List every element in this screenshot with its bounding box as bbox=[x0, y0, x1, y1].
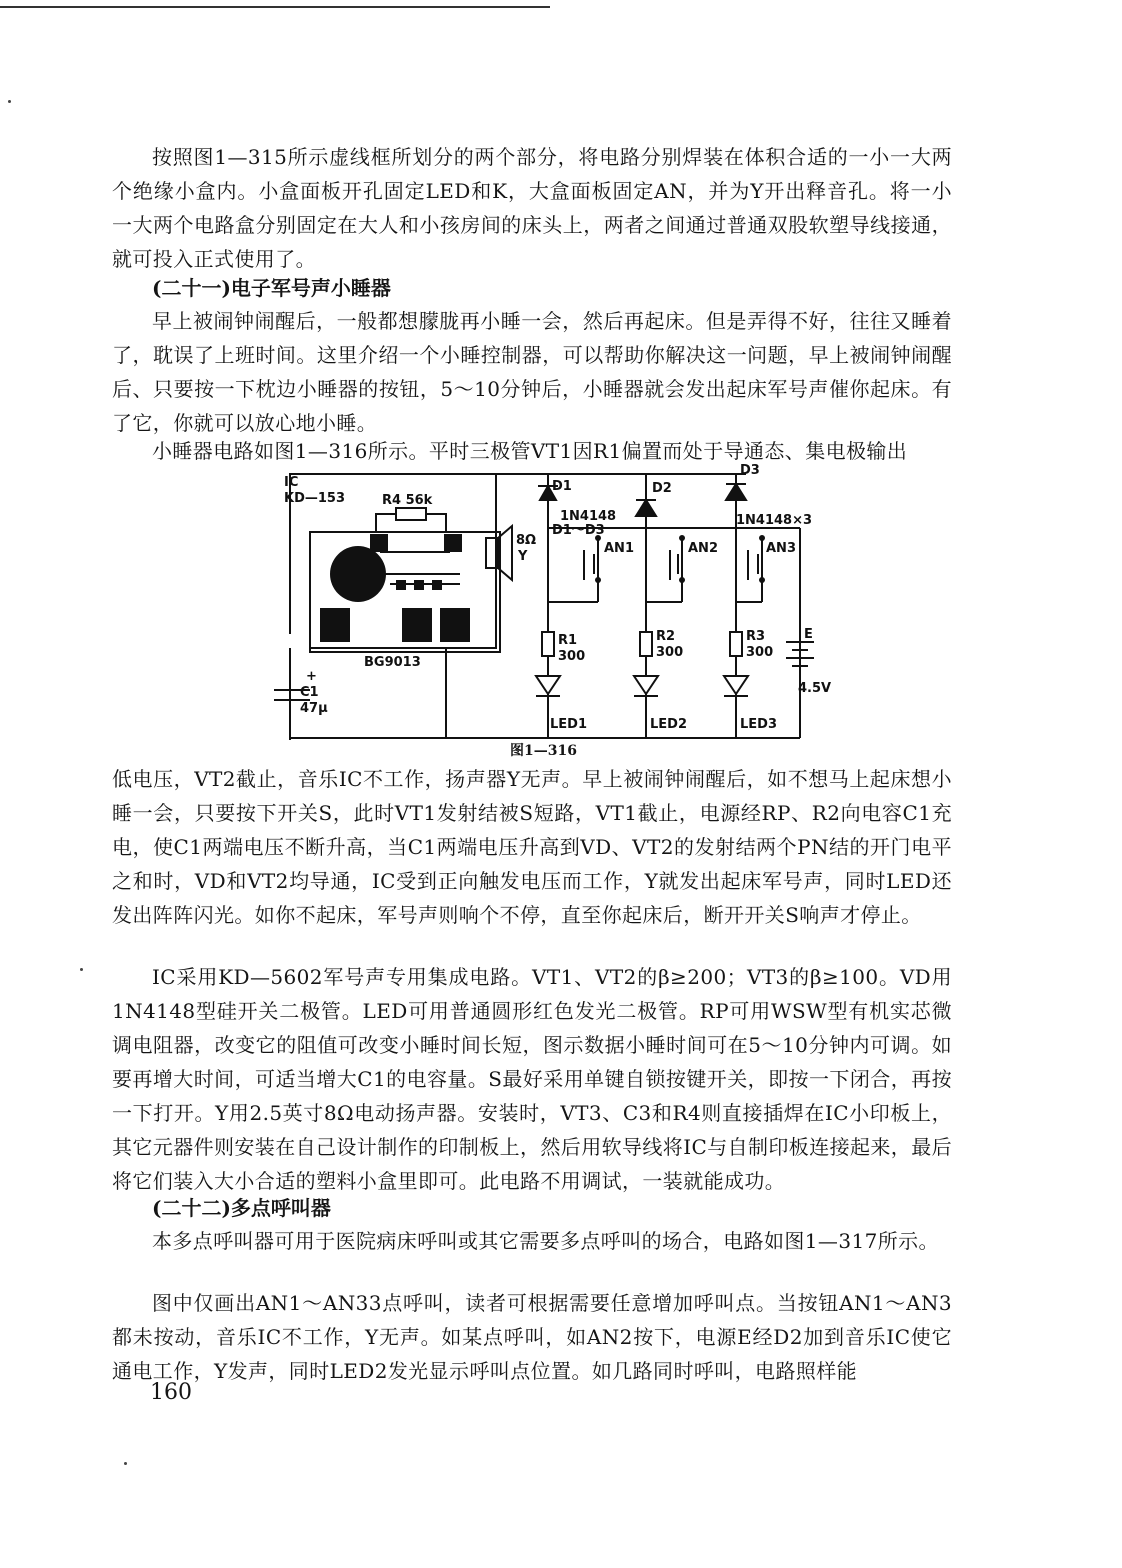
label-led3: LED3 bbox=[740, 717, 778, 732]
label-transistor: BG9013 bbox=[364, 655, 421, 670]
label-diode-range: D1～D3 bbox=[552, 523, 605, 538]
scan-speck bbox=[124, 1462, 127, 1465]
scan-speck bbox=[8, 100, 11, 103]
label-d3: D3 bbox=[740, 463, 760, 478]
paragraph-2: 早上被闹钟闹醒后，一般都想朦胧再小睡一会，然后再起床。但是弄得不好，往往又睡着了，耽误了上班时间。这里介绍一个小睡控制器，可以帮助你解决这一问题，早上被闹钟闹醒后、只要按一下枕边小睡器的按钮，5～10分钟后，小睡器就会发出起床军号声催你起床。有了它，你就可以放心地小睡。 bbox=[112, 309, 952, 435]
label-c1-plus: + bbox=[306, 669, 317, 684]
label-diode-model: 1N4148 bbox=[560, 509, 617, 524]
label-r2-value: 300 bbox=[656, 645, 684, 660]
label-r2: R2 bbox=[656, 629, 676, 644]
label-led2: LED2 bbox=[650, 717, 688, 732]
paragraph-1: 按照图1—315所示虚线框所划分的两个部分，将电路分别焊装在体积合适的一小一大两个绝缘小盒内。小盒面板开孔固定LED和K，大盒面板固定AN，并为Y开出释音孔。将一小一大两个电路盒分别固定在大人和小孩房间的床头上，两者之间通过普通双股软塑导线接通，就可投入正式使用了。 bbox=[112, 145, 952, 271]
paragraph-3: 小睡器电路如图1—316所示。平时三极管VT1因R1偏置而处于导通态、集电极输出 bbox=[152, 439, 908, 463]
label-speaker-ohm: 8Ω bbox=[516, 533, 537, 548]
paragraph-5: IC采用KD—5602军号声专用集成电路。VT1、VT2的β≥200；VT3的β≥100。VD用1N4148型硅开关二极管。LED可用普通圆形红色发光二极管。RP可用WSW型有机实芯微调电阻器，改变它的阻值可改变小睡时间长短，图示数据小睡时间可在5～10分钟内可调。如要再增大时间，可适当增大C1的电容量。S最好采用单键自锁按键开关，即按一下闭合，再按一下打开。Y用2.5英寸8Ω电动扬声器。安装时，VT3、C3和R4则直接插焊在IC小印板上，其它元器件则安装在自己设计制作的印制板上，然后用软导线将IC与自制印板连接起来，最后将它们装入大小合适的塑料小盒里即可。此电路不用调试，一装就能成功。 bbox=[112, 965, 953, 1193]
label-c1-value: 47μ bbox=[300, 701, 328, 716]
label-r1-value: 300 bbox=[558, 649, 586, 664]
label-an2: AN2 bbox=[688, 541, 718, 556]
label-e-value: 4.5V bbox=[798, 681, 832, 696]
label-led1: LED1 bbox=[550, 717, 588, 732]
paragraph-6: 本多点呼叫器可用于医院病床呼叫或其它需要多点呼叫的场合，电路如图1—317所示。 bbox=[152, 1229, 939, 1253]
section-heading-22: (二十二)多点呼叫器 bbox=[152, 1196, 331, 1220]
label-an3: AN3 bbox=[766, 541, 796, 556]
label-e: E bbox=[804, 627, 813, 642]
scan-speck bbox=[80, 968, 83, 971]
figure-caption: 图1—316 bbox=[510, 743, 577, 759]
label-r3: R3 bbox=[746, 629, 766, 644]
label-r1: R1 bbox=[558, 633, 578, 648]
label-c1: C1 bbox=[300, 685, 319, 700]
label-diode-model-x3: 1N4148×3 bbox=[736, 513, 813, 528]
top-rule bbox=[0, 6, 550, 8]
label-ic-model: KD—153 bbox=[284, 491, 346, 506]
label-speaker-y: Y bbox=[518, 549, 528, 564]
circuit-diagram bbox=[270, 462, 832, 740]
label-d2: D2 bbox=[652, 481, 672, 496]
paragraph-4: 低电压，VT2截止，音乐IC不工作，扬声器Y无声。早上被闹钟闹醒后，如不想马上起床想小睡一会，只要按下开关S，此时VT1发射结被S短路，VT1截止，电源经RP、R2向电容C1充电，使C1两端电压不断升高，当C1两端电压升高到VD、VT2的发射结两个PN结的开门电平之和时，VD和VT2均导通，IC受到正向触发电压而工作，Y就发出起床军号声，同时LED还发出阵阵闪光。如你不起床，军号声则响个不停，直至你起床后，断开开关S响声才停止。 bbox=[112, 767, 952, 927]
label-r3-value: 300 bbox=[746, 645, 774, 660]
label-d1: D1 bbox=[552, 479, 572, 494]
page-number: 160 bbox=[150, 1380, 192, 1405]
label-ic: IC bbox=[284, 475, 299, 490]
label-an1: AN1 bbox=[604, 541, 634, 556]
paragraph-7: 图中仅画出AN1～AN33点呼叫，读者可根据需要任意增加呼叫点。当按钮AN1～AN3都未按动，音乐IC不工作，Y无声。如某点呼叫，如AN2按下，电源E经D2加到音乐IC使它通电工作，Y发声，同时LED2发光显示呼叫点位置。如几路同时呼叫，电路照样能 bbox=[112, 1291, 952, 1383]
label-r4: R4 56k bbox=[382, 493, 433, 508]
section-heading-21: (二十一)电子军号声小睡器 bbox=[152, 276, 391, 300]
